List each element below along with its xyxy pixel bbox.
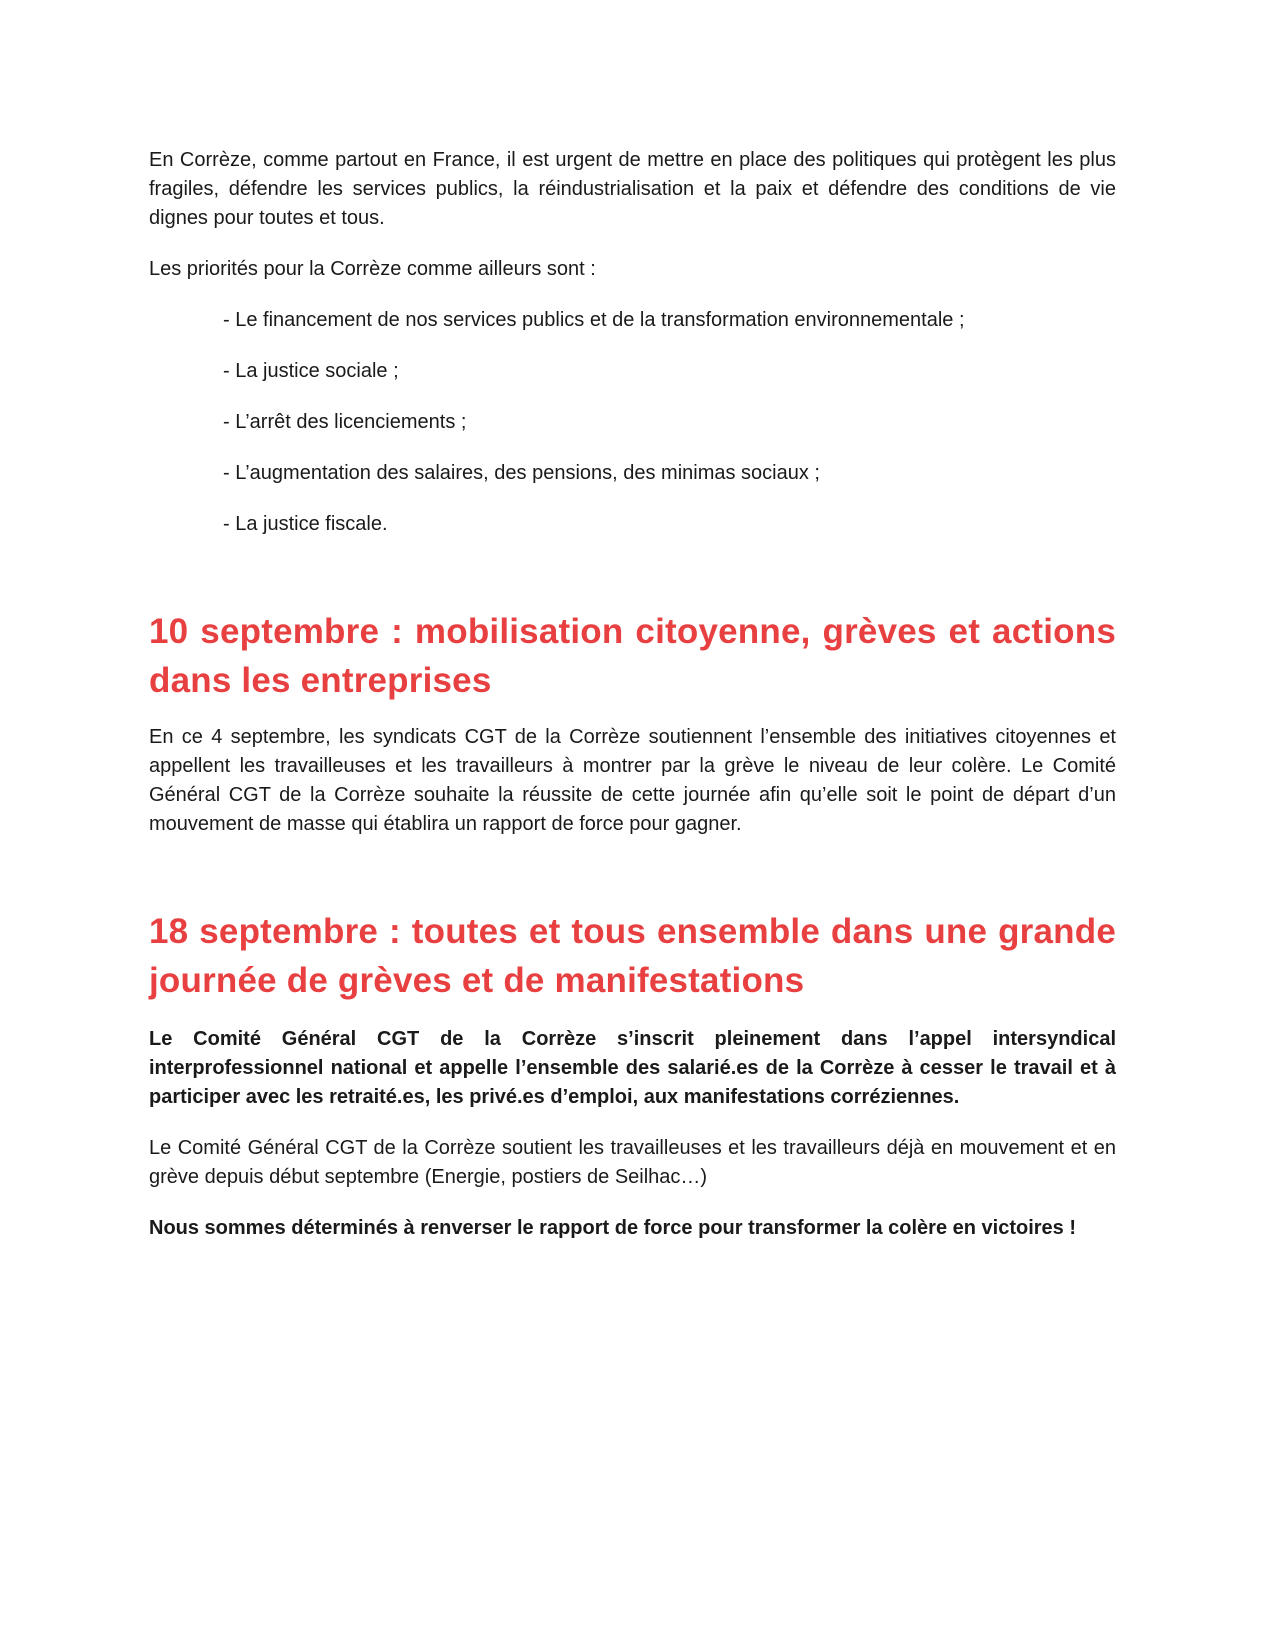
intro-paragraph: En Corrèze, comme partout en France, il est urgent de mettre en place des politiques qui protègent les plus fragiles, défendre les services publics, la réindustrialisation et la paix et défendre des conditions de vie dignes pour toutes et tous. xyxy=(149,149,1116,229)
list-item: - L’arrêt des licenciements ; xyxy=(223,411,467,433)
closing-statement: Nous sommes déterminés à renverser le rapport de force pour transformer la colère en victoires ! xyxy=(149,1217,1077,1239)
section-heading-18-septembre: 18 septembre : toutes et tous ensemble dans une grande journée de grèves et de manifestations xyxy=(149,912,1116,1000)
list-item: - L’augmentation des salaires, des pensions, des minimas sociaux ; xyxy=(223,462,820,484)
priorities-list xyxy=(149,306,1116,539)
list-item: - La justice fiscale. xyxy=(223,513,388,535)
document-page xyxy=(149,146,1116,1243)
section1-paragraph: En ce 4 septembre, les syndicats CGT de la Corrèze soutiennent l’ensemble des initiatives citoyennes et appellent les travailleuses et les travailleurs à montrer par la grève le niveau de leur colère. Le Comité Général CGT de la Corrèze souhaite la réussite de cette journée afin qu’elle soit le point de départ d’un mouvement de masse qui établira un rapport de force pour gagner. xyxy=(149,726,1116,835)
list-item: - La justice sociale ; xyxy=(223,360,399,382)
priorities-lead: Les priorités pour la Corrèze comme ailleurs sont : xyxy=(149,258,596,280)
section-heading-10-septembre: 10 septembre : mobilisation citoyenne, grèves et actions dans les entreprises xyxy=(149,612,1116,700)
list-item: - Le financement de nos services publics et de la transformation environnementale ; xyxy=(223,309,965,331)
section2-paragraph: Le Comité Général CGT de la Corrèze soutient les travailleuses et les travailleurs déjà en mouvement et en grève depuis début septembre (Energie, postiers de Seilhac…) xyxy=(149,1137,1116,1188)
section2-bold-paragraph: Le Comité Général CGT de la Corrèze s’inscrit pleinement dans l’appel intersyndical interprofessionnel national et appelle l’ensemble des salarié.es de la Corrèze à cesser le travail et à participer avec les retraité.es, les privé.es d’emploi, aux manifestations corréziennes. xyxy=(149,1028,1116,1108)
